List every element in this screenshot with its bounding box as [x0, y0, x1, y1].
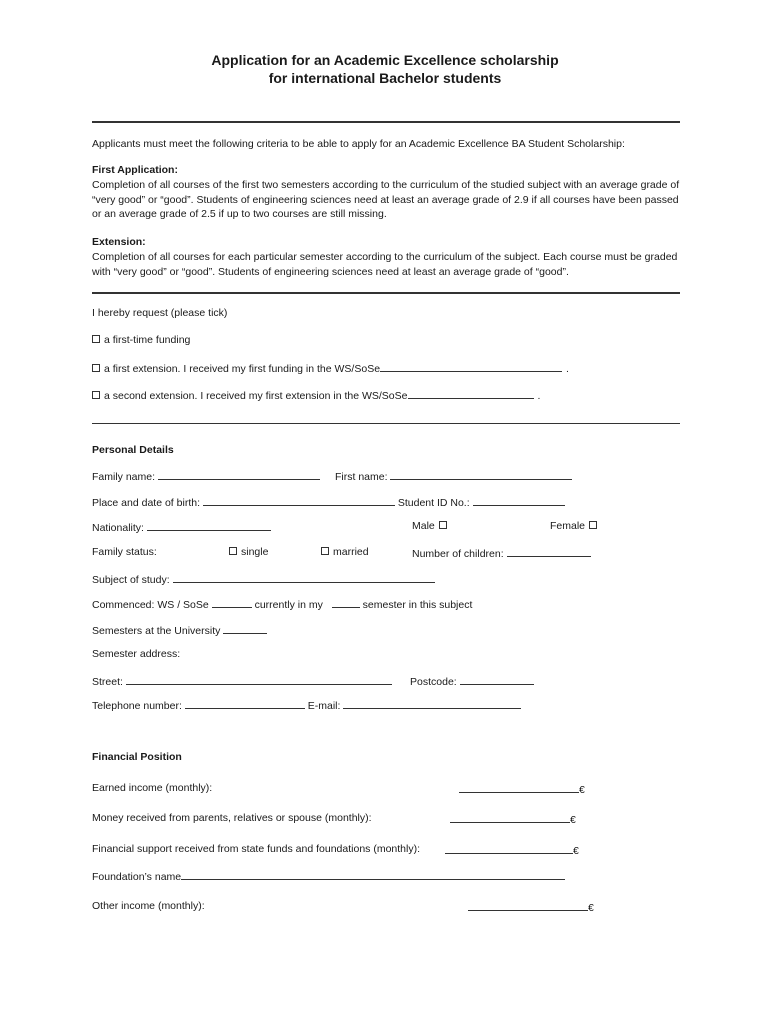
- parents-income-label: Money received from parents, relatives or spouse (monthly):: [92, 812, 372, 824]
- euro-sign: €: [573, 845, 579, 857]
- first-name-field[interactable]: [390, 469, 572, 480]
- period: .: [537, 390, 541, 402]
- checkbox-female[interactable]: [589, 521, 597, 529]
- telephone-row: [92, 698, 521, 712]
- divider-mid: [92, 292, 680, 294]
- telephone-field[interactable]: [185, 698, 305, 709]
- state-support-field-wrap: [445, 843, 579, 857]
- semester-in-subject-label: semester in this subject: [362, 599, 473, 611]
- option-second-extension-label: a second extension. I received my first extension in the WS/SoSe: [104, 390, 408, 402]
- family-name-label: Family name:: [92, 471, 156, 483]
- current-semester-field[interactable]: [332, 597, 360, 608]
- family-name-row: [92, 469, 320, 483]
- subject-row: [92, 572, 435, 586]
- commenced-label: Commenced: WS / SoSe: [92, 599, 209, 611]
- euro-sign: €: [570, 814, 576, 826]
- state-support-field[interactable]: [445, 843, 573, 854]
- first-name-row: [335, 469, 572, 483]
- checkbox-first-funding[interactable]: [92, 335, 100, 343]
- married-label: married: [333, 546, 369, 558]
- checkbox-male[interactable]: [439, 521, 447, 529]
- children-label: Number of children:: [412, 548, 504, 560]
- divider-top: [92, 121, 680, 123]
- foundation-name-label: Foundation’s name: [92, 871, 182, 883]
- postcode-label: Postcode:: [410, 676, 457, 688]
- option-first-extension[interactable]: [92, 361, 569, 375]
- semesters-uni-row: [92, 623, 267, 637]
- subject-field[interactable]: [173, 572, 435, 583]
- birth-row: [92, 495, 565, 509]
- email-label: E-mail:: [307, 700, 341, 712]
- extension-text: Completion of all courses for each particular semester according to the curriculum of the subject. Each course must be graded with “very good” or “good”. Students of engineering sciences need at least an average grade of “good”.: [92, 251, 678, 278]
- intro-text: Applicants must meet the following criteria to be able to apply for an Academic Excellence BA Student Scholarship:: [92, 138, 625, 150]
- postcode-row: [410, 674, 534, 688]
- birth-label: Place and date of birth:: [92, 497, 200, 509]
- financial-position-heading: Financial Position: [92, 751, 182, 763]
- state-support-label: Financial support received from state funds and foundations (monthly):: [92, 843, 421, 855]
- commenced-row: [92, 597, 472, 611]
- foundation-name-field[interactable]: [181, 869, 565, 880]
- street-label: Street:: [92, 676, 123, 688]
- checkbox-second-extension[interactable]: [92, 391, 100, 399]
- single-option[interactable]: [229, 546, 268, 558]
- semesters-uni-label: Semesters at the University: [92, 625, 221, 637]
- subject-label: Subject of study:: [92, 574, 170, 586]
- telephone-label: Telephone number:: [92, 700, 182, 712]
- euro-sign: €: [579, 784, 585, 796]
- postcode-field[interactable]: [460, 674, 534, 685]
- option-first-funding-label: a first-time funding: [104, 334, 191, 346]
- street-field[interactable]: [126, 674, 392, 685]
- married-option[interactable]: [321, 546, 369, 558]
- parents-income-field[interactable]: [450, 812, 570, 823]
- street-row: [92, 674, 392, 688]
- email-field[interactable]: [343, 698, 521, 709]
- nationality-row: [92, 520, 271, 534]
- male-label: Male: [412, 520, 435, 532]
- male-option[interactable]: [412, 520, 447, 532]
- semesters-uni-field[interactable]: [223, 623, 267, 634]
- family-name-field[interactable]: [158, 469, 320, 480]
- option-first-funding[interactable]: [92, 334, 190, 346]
- divider-thin: [92, 423, 680, 424]
- birth-field[interactable]: [203, 495, 395, 506]
- checkbox-first-extension[interactable]: [92, 364, 100, 372]
- first-application-heading: First Application:: [92, 164, 178, 176]
- single-label: single: [241, 546, 269, 558]
- semester-address-label: Semester address:: [92, 648, 181, 660]
- female-option[interactable]: [550, 520, 597, 532]
- other-income-label: Other income (monthly):: [92, 900, 205, 912]
- other-income-field[interactable]: [468, 900, 588, 911]
- other-income-field-wrap: [468, 900, 594, 914]
- currently-label: currently in my: [254, 599, 323, 611]
- option-second-extension[interactable]: [92, 388, 540, 402]
- personal-details-heading: Personal Details: [92, 444, 174, 456]
- family-status-label: Family status:: [92, 546, 157, 558]
- nationality-field[interactable]: [147, 520, 271, 531]
- children-field[interactable]: [507, 546, 591, 557]
- nationality-label: Nationality:: [92, 522, 144, 534]
- children-row: [412, 546, 591, 560]
- first-extension-semester-field[interactable]: [408, 388, 534, 399]
- earned-income-label: Earned income (monthly):: [92, 782, 213, 794]
- earned-income-field-wrap: [459, 782, 585, 796]
- first-funding-semester-field[interactable]: [380, 361, 562, 372]
- earned-income-field[interactable]: [459, 782, 579, 793]
- request-label: I hereby request (please tick): [92, 307, 228, 319]
- student-id-field[interactable]: [473, 495, 565, 506]
- first-name-label: First name:: [335, 471, 388, 483]
- female-label: Female: [550, 520, 586, 532]
- euro-sign: €: [588, 902, 594, 914]
- form-title-line2: for international Bachelor students: [268, 70, 502, 86]
- checkbox-married[interactable]: [321, 547, 329, 555]
- parents-income-field-wrap: [450, 812, 576, 826]
- period: .: [566, 363, 569, 375]
- foundation-name-row: [92, 869, 565, 883]
- commenced-field[interactable]: [212, 597, 252, 608]
- option-first-extension-label: a first extension. I received my first funding in the WS/SoSe: [104, 363, 381, 375]
- extension-heading: Extension:: [92, 236, 146, 248]
- first-application-text: Completion of all courses of the first two semesters according to the curriculum of the studied subject with an average grade of “very good” or “good”. Students of engineering sciences need at least an average grade of 2.9 if all courses have been passed or an average grade of 2.5 if up to two courses are still missing.: [92, 179, 680, 220]
- form-title-line1: Application for an Academic Excellence scholarship: [211, 52, 559, 68]
- checkbox-single[interactable]: [229, 547, 237, 555]
- student-id-label: Student ID No.:: [397, 497, 470, 509]
